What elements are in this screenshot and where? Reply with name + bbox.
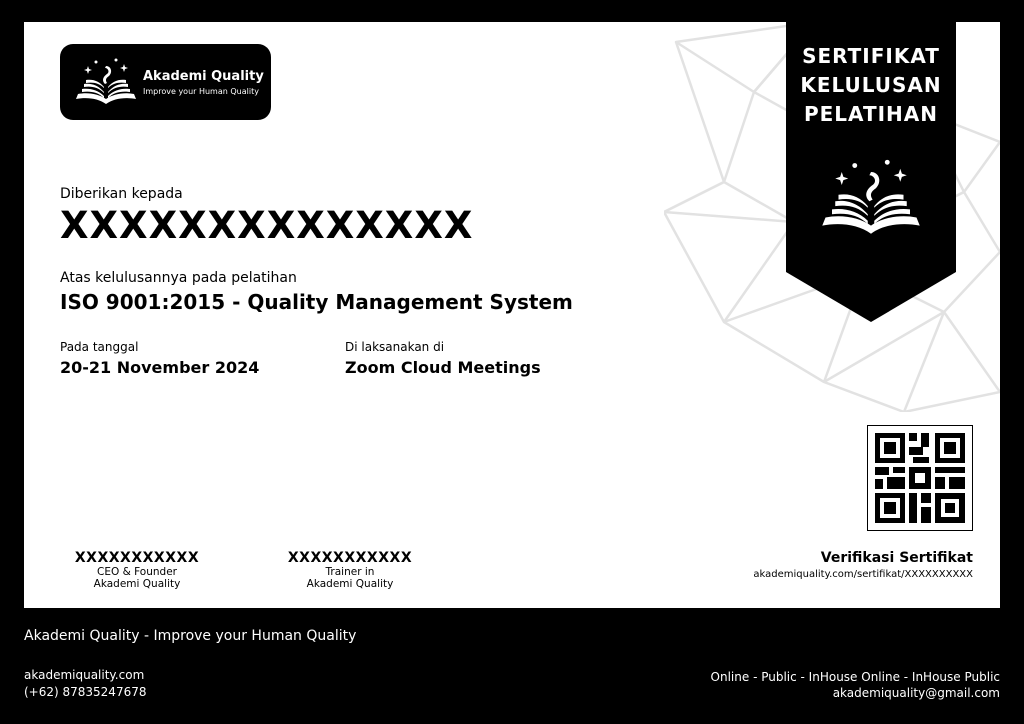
footer-headline: Akademi Quality - Improve your Human Quality (24, 628, 357, 644)
open-book-icon (74, 54, 138, 110)
footer-phone: (+62) 87835247678 (24, 685, 147, 699)
qr-code-icon[interactable] (867, 425, 973, 531)
ribbon-line-1: SERTIFIKAT (802, 44, 940, 68)
recipient-label: Diberikan kepada (60, 186, 183, 202)
signature-trainer (275, 550, 425, 590)
signature-ceo (62, 550, 212, 590)
brand-tagline: Improve your Human Quality (143, 87, 259, 96)
venue-label: Di laksanakan di (345, 340, 445, 354)
ribbon-line-2: KELULUSAN (800, 73, 942, 97)
date-value: 20-21 November 2024 (60, 358, 260, 377)
open-book-icon (819, 150, 923, 246)
signature-name: XXXXXXXXXXX (74, 550, 200, 566)
footer-website[interactable]: akademiquality.com (24, 668, 145, 682)
signature-organization: Akademi Quality (306, 578, 394, 590)
recipient-name: XXXXXXXXXXXXXX (60, 204, 474, 247)
brand-name: Akademi Quality (143, 69, 264, 84)
signature-organization: Akademi Quality (93, 578, 181, 590)
verification-title: Verifikasi Sertifikat (820, 550, 973, 566)
date-label: Pada tanggal (60, 340, 139, 354)
verification-url[interactable]: akademiquality.com/sertifikat/XXXXXXXXXX (753, 569, 973, 580)
ribbon-title (786, 42, 956, 129)
ribbon-line-3: PELATIHAN (803, 102, 939, 126)
signature-name: XXXXXXXXXXX (287, 550, 413, 566)
signature-role: CEO & Founder (97, 566, 177, 578)
footer-email[interactable]: akademiquality@gmail.com (832, 686, 1000, 700)
signature-role: Trainer in (325, 566, 375, 578)
course-title: ISO 9001:2015 - Quality Management System (60, 290, 573, 314)
certificate-card (24, 22, 1000, 608)
venue-value: Zoom Cloud Meetings (345, 358, 541, 377)
brand-logo (60, 44, 271, 120)
course-label: Atas kelulusannya pada pelatihan (60, 270, 297, 286)
footer-services: Online - Public - InHouse Online - InHouse Public (710, 670, 1000, 684)
